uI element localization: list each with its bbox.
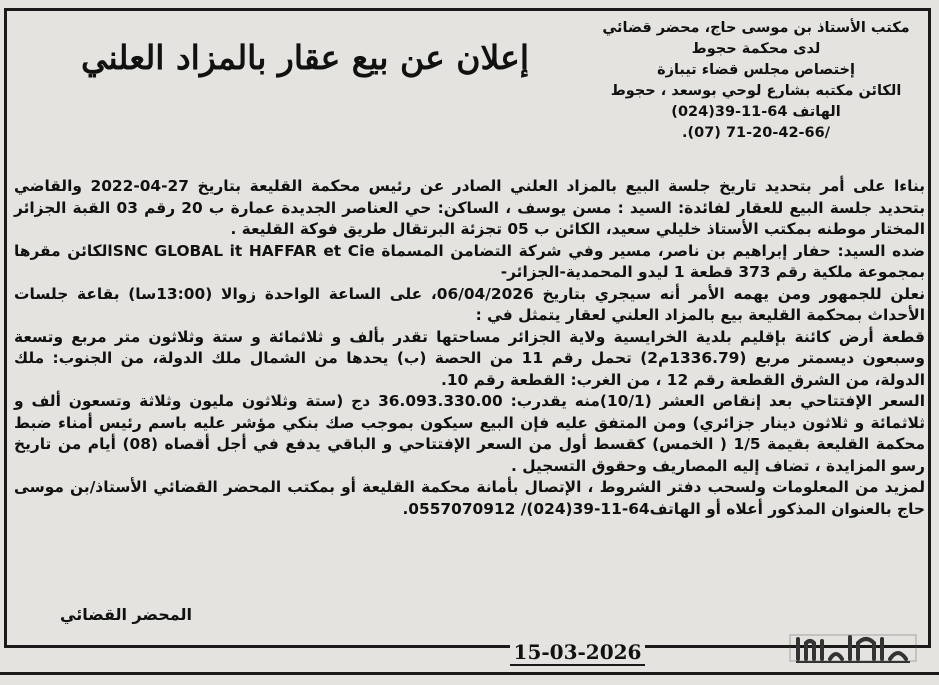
announcement-body bbox=[14, 176, 925, 520]
header-line: مكتب الأستاذ بن موسى حاج، محضر قضائي bbox=[602, 20, 910, 36]
header-line: الكائن مكتبه بشارع لوحي بوسعد ، حجوط bbox=[610, 83, 902, 99]
announcement-title: إعلان عن بيع عقار بالمزاد العلني bbox=[80, 38, 530, 77]
body-paragraph: لمزيد من المعلومات ولسحب دفتر الشروط ، الإتصال بأمانة محكمة القليعة أو بمكتب المحضر القضائي الأستاذ/بن موسى حاج بالعنوان المذكور أعلاه أو الهاتف64-11-39(024)/ 0557070912. bbox=[14, 478, 925, 518]
header-line: .(07) 71-20-42-66/ bbox=[681, 125, 831, 141]
signature-label: المحضر القضائي bbox=[60, 605, 193, 624]
body-paragraph: ضده السيد: حفار إبراهيم بن ناصر، مسير وفي شركة التضامن المسماة SNC GLOBAL it HAFFAR et Cieالكائن مقرها بمجموعة ملكية رقم 373 قطعة 1 ليدو المحمدية-الجزائر- bbox=[14, 241, 925, 281]
bailiff-office-header bbox=[591, 18, 921, 144]
header-line: الهاتف 64-11-39(024) bbox=[671, 104, 841, 120]
logo-graphic bbox=[788, 629, 918, 667]
header-line: لدى محكمة حجوط bbox=[691, 41, 821, 57]
body-paragraph: نعلن للجمهور ومن يهمه الأمر أنه سيجري بتاريخ 06/04/2026، على الساعة الواحدة زوالا (13:00سا) بقاعة جلسات الأحداث بمحكمة القليعة بيع بالمزاد العلني لعقار يتمثل في : bbox=[14, 284, 925, 324]
newspaper-logo-icon bbox=[785, 628, 920, 668]
header-line: إختصاص مجلس قضاء تيبازة bbox=[657, 62, 855, 78]
publication-date: 15-03-2026 bbox=[510, 640, 645, 666]
page-bottom-rule bbox=[0, 672, 939, 675]
body-paragraph: السعر الإفتتاحي بعد إنقاص العشر (10/1)منه يقدرب: 36.093.330.00 دج (ستة وثلاثون مليون وثلاثة وتسعون ألف و ثلاثمائة و ثلاثون دينار جزائري) ومن المتفق عليه فإن البيع سيكون بموجب صك بنكي مؤشر عليه باسم رئيس أمناء ضبط محكمة القليعة بقيمة 1/5 ( الخمس) كقسط أول من السعر الإفتتاحي و الباقي يدفع في أجل أقصاه (08) أيام من تاريخ رسو المزايدة ، تضاف إليه المصاريف وحقوق التسجيل . bbox=[14, 392, 926, 475]
body-paragraph: قطعة أرض كائنة بإقليم بلدية الخرايسية ولاية الجزائر مساحتها تقدر بألف و ثلاثمائة و ستة وثلاثون متر مربع وتسعة وسبعون ديسمتر مربع (1336.79م2) تحمل رقم 11 من الحصة (ب) يحدها من الشمال ملك الدولة، من الجنوب: ملك الدولة، من الشرق القطعة رقم 12 ، من الغرب: القطعة رقم 10. bbox=[14, 327, 925, 389]
body-paragraph: بناءا على أمر بتحديد تاريخ جلسة البيع بالمزاد العلني الصادر عن رئيس محكمة القليعة بتاريخ 27-04-2022 والقاضي بتحديد جلسة البيع للعقار لفائدة: السيد : مسن يوسف ، الساكن: حي العناصر الجديدة عمارة ب 20 رقم 03 القبة الجزائر المختار موطنه بمكتب الأستاذ خليلي سعيد، الكائن ب 05 تجزئة البرتقال طريق فوكة القليعة . bbox=[14, 177, 926, 238]
